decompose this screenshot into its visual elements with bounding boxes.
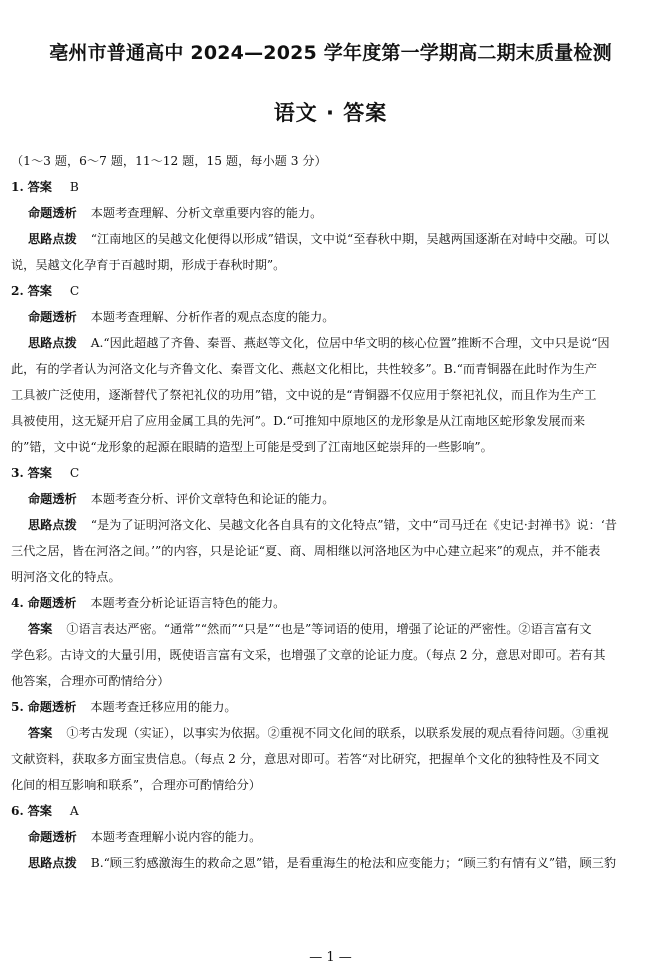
answer-label: 答案 — [27, 284, 52, 298]
analysis-label: 命题透析 — [27, 700, 77, 714]
analysis-text: 本题考查理解、分析作者的观点态度的能力。 — [90, 310, 335, 324]
question-number: 4. — [11, 596, 24, 610]
hint-text: B.“顾三豹感激海生的救命之恩”错，是看重海生的枪法和应变能力；“顾三豹有情有义”错，顾三豹 — [90, 856, 617, 870]
analysis-label: 命题透析 — [28, 206, 77, 220]
hint-text: “江南地区的吴越文化便得以形成”错误，文中说“至春秋中期，吴越两国逐渐在对峙中交融。可以 — [90, 232, 610, 246]
q1-answer-row — [11, 174, 649, 200]
answer-label: 答案 — [27, 804, 52, 818]
analysis-text: 本题考查分析、评价文章特色和论证的能力。 — [90, 492, 335, 506]
answer-label: 答案 — [28, 726, 53, 740]
page-number: — 1 — — [309, 950, 352, 965]
analysis-text: 本题考查分析论证语言特色的能力。 — [90, 596, 286, 610]
q3-hint-continuation: 三代之居，皆在河洛之间。’”的内容，只是论证“夏、商、周相继以河洛地区为中心建立起来”的观点，并不能表 — [11, 544, 601, 558]
answer-value: C — [69, 466, 80, 480]
analysis-label: 命题透析 — [27, 596, 77, 610]
answer-text: ①考古发现（实证），以事实为依据。②重视不同文化间的联系，以联系发展的观点看待问题。③重视 — [66, 726, 609, 740]
question-number: 3. — [11, 466, 24, 480]
scoring-note: （1～3 题，6～7 题，11～12 题，15 题，每小题 3 分） — [11, 154, 327, 168]
analysis-text: 本题考查理解、分析文章重要内容的能力。 — [90, 206, 323, 220]
q5-analysis-row — [11, 694, 649, 720]
q2-hint-continuation: 具被使用，这无疑开启了应用金属工具的先河”。D.“可推知中原地区的龙形象是从江南地区蛇形象发展而来 — [11, 414, 586, 428]
q6-answer-row — [11, 798, 649, 824]
analysis-label: 命题透析 — [28, 830, 77, 844]
q2-analysis-row — [11, 304, 649, 330]
q5-answer-row — [11, 720, 649, 746]
q4-answer-row — [11, 616, 649, 642]
answer-value: A — [69, 804, 79, 818]
analysis-text: 本题考查理解小说内容的能力。 — [90, 830, 262, 844]
hint-label: 思路点拨 — [28, 518, 77, 532]
question-number: 5. — [11, 700, 24, 714]
q3-answer-row — [11, 460, 649, 486]
question-number: 1. — [11, 180, 24, 194]
answer-value: C — [69, 284, 80, 298]
q2-hint-continuation: 此，有的学者认为河洛文化与齐鲁文化、秦晋文化、燕赵文化相比，共性较多”。B.“而青铜器在此时作为生产 — [11, 362, 597, 376]
q3-hint-row — [11, 512, 649, 538]
answer-value: B — [69, 180, 79, 194]
answer-text: ①语言表达严密。“通常”“然而”“只是”“也是”等词语的使用，增强了论证的严密性。②语言富有文 — [66, 622, 592, 636]
q2-answer-row — [11, 278, 649, 304]
analysis-label: 命题透析 — [28, 310, 77, 324]
answer-label: 答案 — [27, 180, 52, 194]
hint-label: 思路点拨 — [28, 336, 77, 350]
q2-hint-continuation: 工具被广泛使用，逐渐替代了祭祀礼仪的功用”错，文中说的是“青铜器不仅应用于祭祀礼仪，而且作为生产工 — [11, 388, 597, 402]
q4-answer-continuation: 他答案，合理亦可酌情给分） — [11, 674, 170, 688]
hint-text: A.“因此超越了齐鲁、秦晋、燕赵等文化，位居中华文明的核心位置”推断不合理，文中只是说“因 — [90, 336, 610, 350]
q1-hint-row — [11, 226, 649, 252]
q6-analysis-row — [11, 824, 649, 850]
q4-analysis-row — [11, 590, 649, 616]
q6-hint-row — [11, 850, 649, 876]
hint-label: 思路点拨 — [28, 232, 77, 246]
q1-hint-continuation: 说，吴越文化孕育于百越时期，形成于春秋时期”。 — [11, 258, 286, 272]
q3-hint-continuation: 明河洛文化的特点。 — [11, 570, 121, 584]
answer-label: 答案 — [27, 466, 52, 480]
analysis-label: 命题透析 — [28, 492, 77, 506]
q2-hint-row — [11, 330, 649, 356]
hint-label: 思路点拨 — [28, 856, 77, 870]
exam-subtitle: 语文 · 答案 — [273, 101, 388, 125]
q5-answer-continuation: 文献资料，获取多方面宝贵信息。（每点 2 分，意思对即可。若答“对比研究，把握单个文化的独特性及不同文 — [11, 752, 600, 766]
q5-answer-continuation: 化间的相互影响和联系”，合理亦可酌情给分） — [11, 778, 261, 792]
answer-label: 答案 — [28, 622, 53, 636]
analysis-text: 本题考查迁移应用的能力。 — [90, 700, 237, 714]
question-number: 2. — [11, 284, 24, 298]
q1-analysis-row — [11, 200, 649, 226]
hint-text: “是为了证明河洛文化、吴越文化各自具有的文化特点”错，文中“司马迁在《史记·封禅书》说：‘昔 — [90, 518, 617, 532]
answer-content — [11, 148, 649, 876]
q2-hint-continuation: 的”错，文中说“龙形象的起源在眼睛的造型上可能是受到了江南地区蛇崇拜的一些影响”。 — [11, 440, 493, 454]
q4-answer-continuation: 学色彩。古诗文的大量引用，既使语言富有文采，也增强了文章的论证力度。（每点 2 分，意思对即可。若有其 — [11, 648, 606, 662]
question-number: 6. — [11, 804, 24, 818]
q3-analysis-row — [11, 486, 649, 512]
exam-title: 亳州市普通高中 2024—2025 学年度第一学期高二期末质量检测 — [49, 42, 612, 64]
